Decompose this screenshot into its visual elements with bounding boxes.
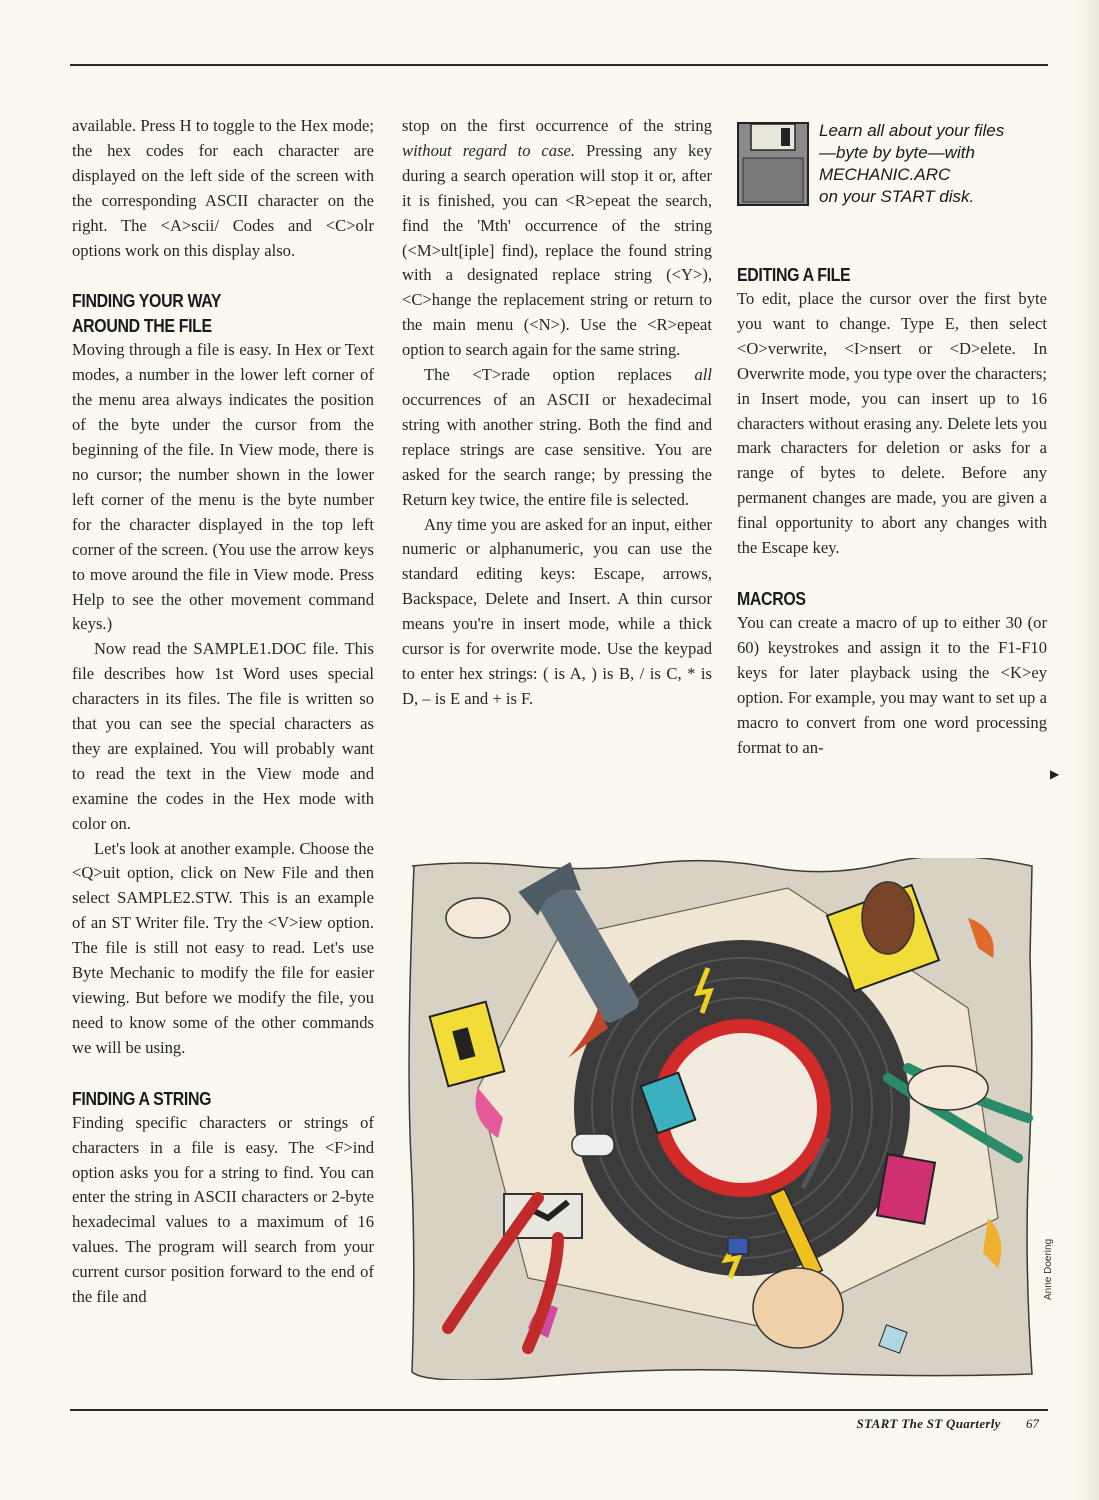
column-1 [72, 114, 374, 1310]
column3-paragraph-2: You can create a macro of up to either 30 (or 60) keystrokes and assign it to the F1-F10 keys for later playback using the <K>ey option. For example, you may want to set up a macro to convert from one word processing format to an- [737, 612, 1047, 757]
page-number: 67 [1026, 1416, 1039, 1431]
column1-paragraph-1: Moving through a file is easy. In Hex or Text modes, a number in the lower left corner of the menu area always indicates the position of the byte under the cursor from the beginning of the file. In View mode, there is no cursor; the number shown in the lower left corner of the menu is the byte number for the character displayed in the top left corner of the screen. (You use the arrow keys to move around the file in View mode. Press Help to see the other movement command keys.) [72, 340, 374, 634]
heading-editing-a-file: EDITING A FILE [737, 264, 851, 285]
magazine-title: START The ST Quarterly [856, 1416, 1001, 1431]
continue-arrow-icon: ▶ [1050, 767, 1060, 781]
column1-paragraph-4: Finding specific characters or strings of characters in a file is easy. The <F>ind option asks you for a string to find. You can enter the string in ASCII characters or 2-byte hexadecimal values to a maximum of 16 values. The program will search from your current cursor position forward to the end of the file and [72, 1112, 374, 1307]
illustration-disk-tools [408, 858, 1036, 1380]
column-3 [737, 262, 1047, 760]
column1-intro: available. Press H to toggle to the Hex mode; the hex codes for each character are displayed on the left side of the screen with the corresponding ASCII character on the right. The <A>scii/ Codes and <C>olr options work on this display also. [72, 116, 374, 260]
column3-paragraph-1: To edit, place the cursor over the first byte you want to change. Type E, then select <O>verwrite, <I>nsert or <D>elete. In Overwrite mode, you type over the characters; in Insert mode, you can insert up to 16 characters without erasing any. Delete lets you mark characters for deletion or asks for a range of bytes to delete. Before any permanent changes are made, you are given a final opportunity to abort any changes with the Escape key. [737, 289, 1047, 558]
page-footer [857, 1416, 1039, 1432]
column2-paragraph-3: Any time you are asked for an input, either numeric or alphanumeric, you can use the standard editing keys: Escape, arrows, Backspace, Delete and Insert. A thin cursor means you're in insert mode, while a thick cursor is for overwrite mode. Use the keypad to enter hex strings: ( is A, ) is B, / is C, * is D, – is E and + is F. [402, 514, 712, 708]
top-rule [70, 64, 1048, 66]
floppy-disk-icon [737, 122, 809, 206]
heading-finding-a-string: FINDING A STRING [72, 1087, 212, 1109]
column1-paragraph-2: Now read the SAMPLE1.DOC file. This file describes how 1st Word uses special characters in its files. The file is written so that you can see the special characters as they are explained. You will probably want to read the text in the View mode and examine the codes in the Hex mode with color on. [72, 639, 374, 833]
column1-paragraph-3: Let's look at another example. Choose the <Q>uit option, click on New File and then select SAMPLE2.STW. This is an example of an ST Writer file. Try the <V>iew option. The file is still not easy to read. Let's use Byte Mechanic to modify the file for easier viewing. But before we modify the file, you need to know some of the other commands we will be using. [72, 838, 374, 1057]
callout-text: Learn all about your files —byte by byte—with MECHANIC.ARC on your START disk. [819, 121, 1005, 206]
page-edge-shadow [1073, 0, 1099, 1500]
heading-macros: MACROS [737, 587, 806, 609]
disk-callout [737, 120, 1047, 220]
heading-finding-your-way: FINDING YOUR WAY AROUND THE FILE [72, 290, 222, 337]
column-2 [402, 114, 712, 712]
illustration-credit: Anne Doering [1043, 1238, 1054, 1300]
bottom-rule [70, 1409, 1048, 1411]
column2-paragraph-2: The <T>rade option replaces all occurrences of an ASCII or hexadecimal string with another string. Both the find and replace strings are case sensitive. You are asked for the search range; by pressing the Return key twice, the entire file is selected. [402, 365, 712, 509]
column2-paragraph-1: stop on the first occurrence of the string without regard to case. Pressing any key during a search operation will stop it or, after it is finished, you can <R>epeat the search, find the 'Mth' occurrence of the string (<M>ult[iple] find), replace the found string with a designated replace string (<Y>), <C>hange the replacement string or return to the main menu (<N>). Use the <R>epeat option to search again for the same string. [402, 116, 713, 360]
